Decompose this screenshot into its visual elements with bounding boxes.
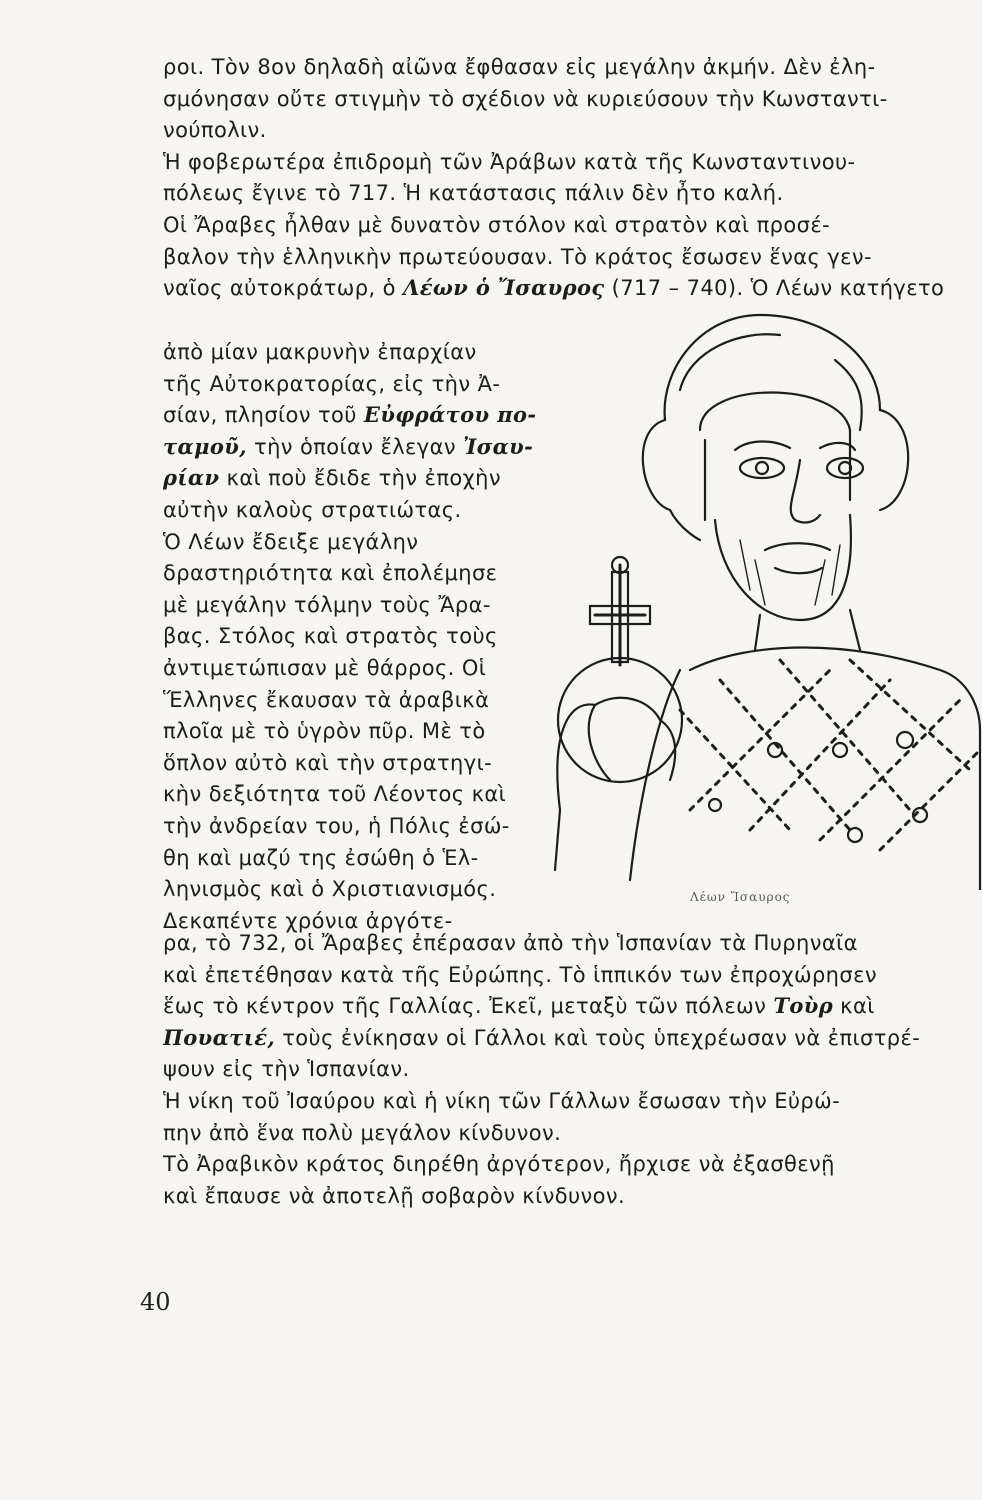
text-line xyxy=(163,337,545,367)
text-line xyxy=(163,115,982,145)
text-segment: Οἱ Ἄραβες ἦλθαν μὲ δυνατὸν στόλον καὶ στρατὸν καὶ προσέ- xyxy=(163,213,831,237)
emphasis-text: Πουατιέ, xyxy=(163,1024,276,1050)
text-segment: τὴν ἀνδρείαν του, ἡ Πόλις ἐσώ- xyxy=(163,814,510,838)
text-segment: σίαν, πλησίον τοῦ xyxy=(163,403,364,428)
text-segment: βαλον τὴν ἑλληνικὴν πρωτεύουσαν. Τὸ κράτος ἔσωσεν ἕνας γεν- xyxy=(163,244,872,269)
text-segment: ὅπλον αὐτὸ καὶ τὴν στρατηγι- xyxy=(163,750,493,775)
text-segment: ναῖος αὐτοκράτωρ, ὁ xyxy=(163,276,403,301)
text-segment: Δεκαπέντε χρόνια ἀργότε- xyxy=(163,908,453,933)
text-segment: ἕως τὸ κέντρον τῆς Γαλλίας. Ἐκεῖ, μεταξὺ τῶν πόλεων xyxy=(163,994,774,1019)
text-line xyxy=(163,960,982,990)
text-line xyxy=(163,685,545,715)
text-segment: ρα, τὸ 732, οἱ Ἄραβες ἐπέρασαν ἀπὸ τὴν Ἱσπανίαν τὰ Πυρηναῖα xyxy=(163,931,858,955)
emphasis-text: Τοὺρ xyxy=(773,993,834,1019)
text-line xyxy=(163,273,982,303)
text-segment: πόλεως ἔγινε τὸ 717. Ἡ κατάστασις πάλιν δὲν ἦτο καλή. xyxy=(163,181,784,206)
text-line xyxy=(163,527,545,557)
text-segment: Ὁ Λέων ἔδειξε μεγάλην xyxy=(163,529,419,554)
text-line xyxy=(163,210,982,240)
emphasis-text: Λέων ὁ Ἴσαυρος xyxy=(403,275,605,301)
text-line xyxy=(163,52,982,82)
text-segment: ἀπὸ μίαν μακρυνὴν ἐπαρχίαν xyxy=(163,340,477,364)
text-segment: καὶ ἔπαυσε νὰ ἀποτελῇ σοβαρὸν κίνδυνον. xyxy=(163,1183,626,1208)
text-segment: ἀντιμετώπισαν μὲ θάρρος. Οἱ xyxy=(163,656,487,680)
text-segment: πην ἀπὸ ἕνα πολὺ μεγάλον κίνδυνον. xyxy=(163,1120,562,1145)
text-segment: (717 – 740). Ὁ Λέων κατήγετο xyxy=(604,276,945,301)
text-segment: καὶ xyxy=(833,994,875,1019)
text-segment: Τὸ Ἀραβικὸν κράτος διηρέθη ἀργότερον, ἤρχισε νὰ ἐξασθενῇ xyxy=(163,1152,835,1177)
text-line xyxy=(163,1149,982,1179)
text-segment: τοὺς ἐνίκησαν οἱ Γάλλοι καὶ τοὺς ὑπεχρέωσαν νὰ ἐπιστρέ- xyxy=(275,1025,921,1050)
text-segment: νούπολιν. xyxy=(163,118,267,143)
emphasis-text: ρίαν xyxy=(163,465,220,491)
text-segment: ψουν εἰς τὴν Ἱσπανίαν. xyxy=(163,1057,410,1082)
emperor-portrait-illustration xyxy=(550,310,982,890)
text-segment: ληνισμὸς καὶ ὁ Χριστιανισμός. xyxy=(163,877,497,902)
page-number: 40 xyxy=(140,1288,171,1316)
text-line xyxy=(163,590,545,620)
text-line xyxy=(163,843,545,873)
text-segment: Ἕλληνες ἔκαυσαν τὰ ἀραβικὰ xyxy=(163,687,490,712)
text-line xyxy=(163,779,545,809)
text-segment: ροι. Τὸν 8ον δηλαδὴ αἰῶνα ἔφθασαν εἰς μεγάλην ἀκμήν. Δὲν ἐλη- xyxy=(163,55,876,79)
text-line xyxy=(163,621,545,651)
text-segment: σμόνησαν οὔτε στιγμὴν τὸ σχέδιον νὰ κυριεύσουν τὴν Κωνσταντι- xyxy=(163,86,888,111)
text-line xyxy=(163,811,545,841)
text-line xyxy=(163,178,982,208)
text-line xyxy=(163,1118,982,1148)
text-line xyxy=(163,716,545,746)
emphasis-text: Ἰσαυ- xyxy=(463,433,534,459)
text-line xyxy=(163,558,545,588)
text-segment: βας. Στόλος καὶ στρατὸς τοὺς xyxy=(163,624,498,649)
text-segment: Ἡ φοβερωτέρα ἐπιδρομὴ τῶν Ἀράβων κατὰ τῆς Κωνσταντινου- xyxy=(163,149,856,174)
emphasis-text: Εὐφράτου πο- xyxy=(363,402,537,428)
text-segment: καὶ ἐπετέθησαν κατὰ τῆς Εὐρώπης. Τὸ ἱππικόν των ἐπροχώρησεν xyxy=(163,962,877,987)
text-segment: θη καὶ μαζύ της ἐσώθη ὁ Ἑλ- xyxy=(163,845,479,870)
text-line xyxy=(163,1023,982,1053)
text-line xyxy=(163,147,982,177)
text-line xyxy=(163,1054,982,1084)
text-line xyxy=(163,928,982,958)
text-line xyxy=(163,495,545,525)
text-segment: δραστηριότητα καὶ ἐπολέμησε xyxy=(163,561,498,586)
text-line xyxy=(163,991,982,1021)
text-line xyxy=(163,84,982,114)
text-segment: αὐτὴν καλοὺς στρατιώτας. xyxy=(163,498,462,522)
text-line xyxy=(163,874,545,904)
text-segment: τῆς Αὐτοκρατορίας, εἰς τὴν Ἀ- xyxy=(163,371,501,396)
emphasis-text: ταμοῦ, xyxy=(163,433,247,459)
text-line xyxy=(163,432,545,462)
text-segment: κὴν δεξιότητα τοῦ Λέοντος καὶ xyxy=(163,782,507,807)
text-segment: Ἡ νίκη τοῦ Ἰσαύρου καὶ ἡ νίκη τῶν Γάλλων ἔσωσαν τὴν Εὐρώ- xyxy=(163,1089,841,1113)
text-line xyxy=(163,463,545,493)
text-line xyxy=(163,242,982,272)
text-segment: καὶ ποὺ ἔδιδε τὴν ἐποχὴν xyxy=(219,466,502,491)
text-line xyxy=(163,369,545,399)
text-line xyxy=(163,1181,982,1211)
text-segment: τὴν ὁποίαν ἔλεγαν xyxy=(246,434,464,459)
text-line xyxy=(163,400,545,430)
figure-caption: Λέων Ἴσαυρος xyxy=(690,890,791,904)
text-segment: πλοῖα μὲ τὸ ὑγρὸν πῦρ. Μὲ τὸ xyxy=(163,719,486,744)
text-line xyxy=(163,748,545,778)
text-segment: μὲ μεγάλην τόλμην τοὺς Ἄρα- xyxy=(163,592,491,617)
text-line xyxy=(163,1086,982,1116)
text-line xyxy=(163,653,545,683)
